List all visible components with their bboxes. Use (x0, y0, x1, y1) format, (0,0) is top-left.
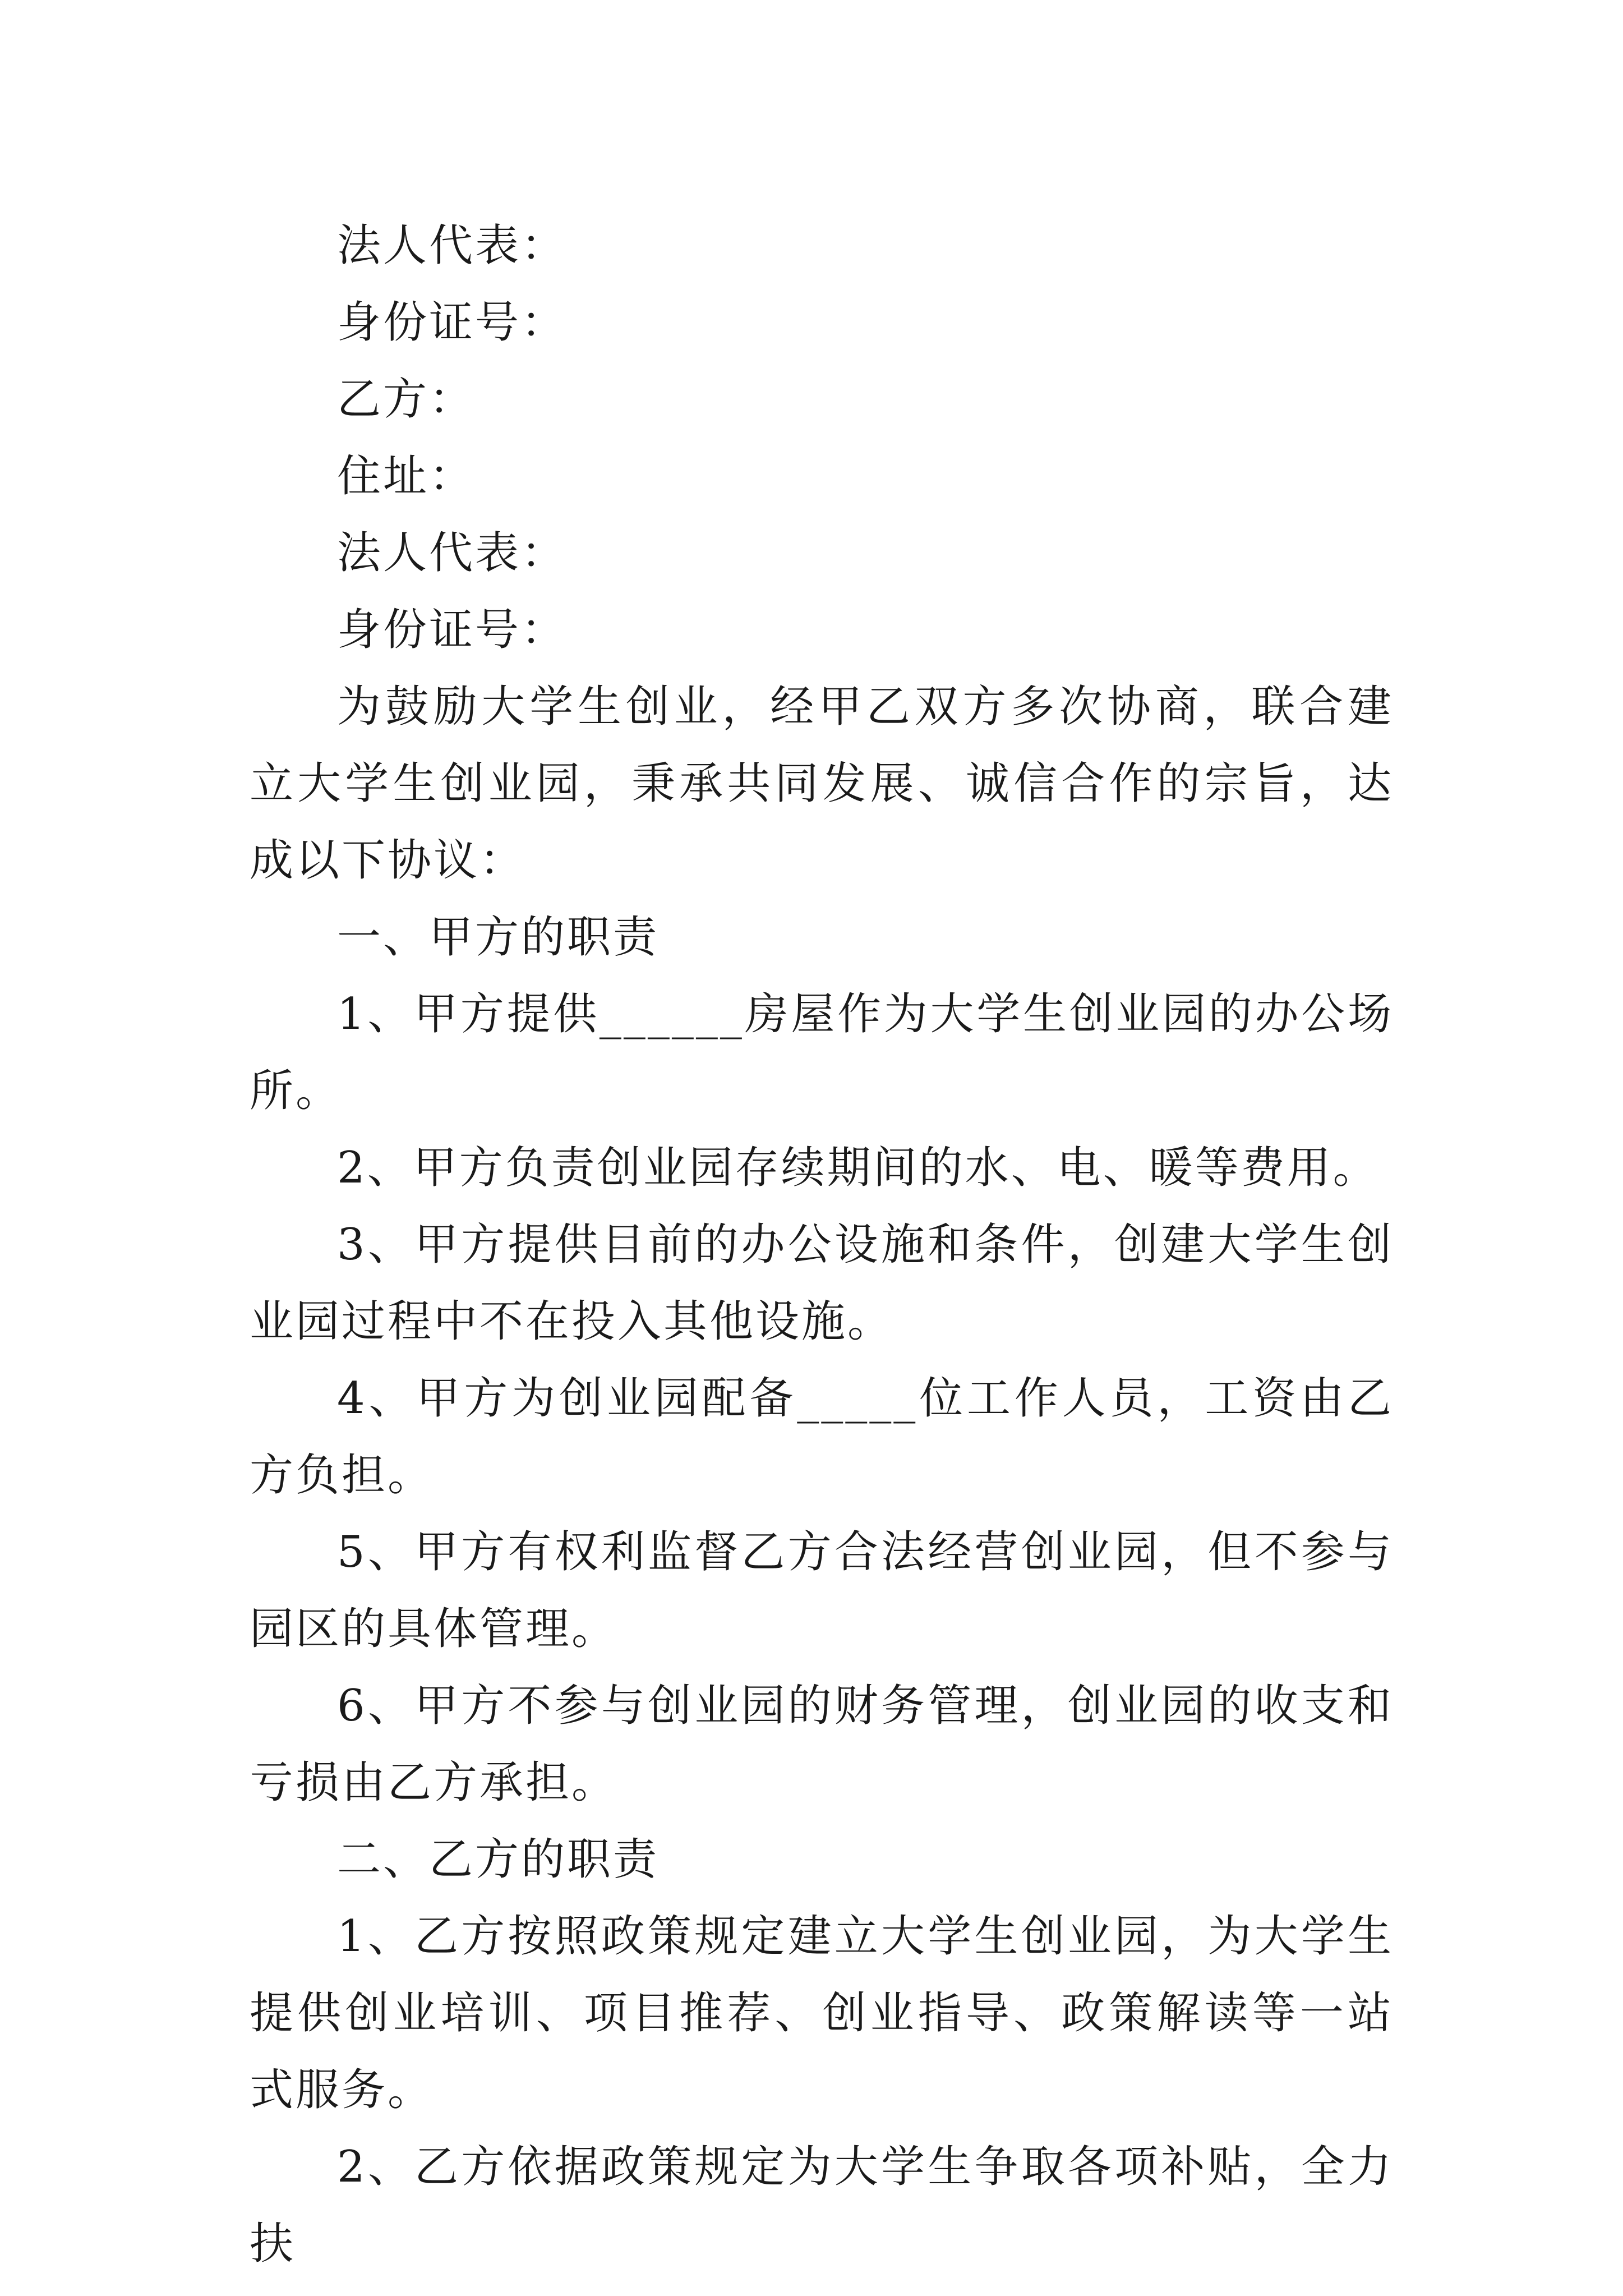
section-heading-party-b-duties: 二、乙方的职责 (337, 1834, 660, 1885)
party-b-clause-1: 1、乙方按照政策规定建立大学生创业园，为大学生提供创业培训、项目推荐、创业指导、政策解读等一站式服务。 (250, 1911, 1394, 2115)
party-a-clause-5: 5、甲方有权利监督乙方合法经营创业园，但不参与园区的具体管理。 (250, 1527, 1394, 1654)
section-heading-party-a-duties: 一、甲方的职责 (337, 912, 660, 963)
preamble-paragraph: 为鼓励大学生创业，经甲乙双方多次协商，联合建立大学生创业园，秉承共同发展、诚信合作的宗旨，达成以下协议： (250, 682, 1394, 886)
party-b-label: 乙方： (337, 374, 476, 425)
party-a-clause-2: 2、甲方负责创业园存续期间的水、电、暖等费用。 (337, 1143, 1379, 1193)
id-number-label-party-b: 身份证号： (337, 605, 568, 655)
party-a-clause-3: 3、甲方提供目前的办公设施和条件，创建大学生创业园过程中不在投入其他设施。 (250, 1220, 1394, 1347)
legal-rep-label-party-a: 法人代表： (337, 220, 568, 271)
document-body (250, 208, 1394, 2283)
party-b-clause-2: 2、乙方依据政策规定为大学生争取各项补贴，全力扶 (250, 2142, 1394, 2269)
party-a-clause-1: 1、甲方提供______房屋作为大学生创业园的办公场所。 (250, 989, 1394, 1116)
id-number-label-party-a: 身份证号： (337, 297, 568, 348)
address-label-party-b: 住址： (337, 451, 476, 501)
party-a-clause-4: 4、甲方为创业园配备_____位工作人员，工资由乙方负担。 (250, 1373, 1394, 1501)
party-a-clause-6: 6、甲方不参与创业园的财务管理，创业园的收支和亏损由乙方承担。 (250, 1681, 1394, 1808)
legal-rep-label-party-b: 法人代表： (337, 528, 568, 578)
